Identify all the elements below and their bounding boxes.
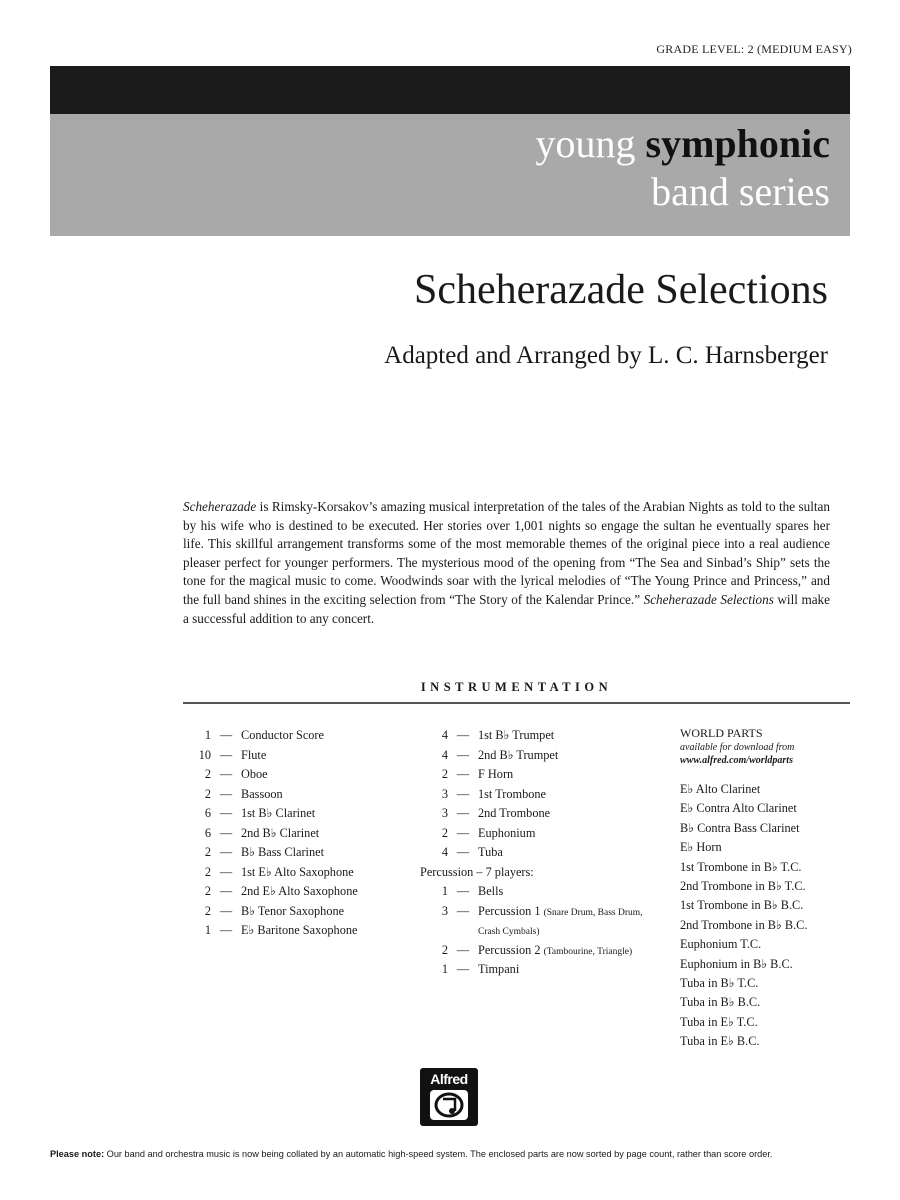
footer-note: [50, 1149, 850, 1159]
instrument-count: 2: [204, 903, 211, 918]
instrument-label: 2nd Trombone: [478, 806, 551, 820]
instrument-note: (Tambourine, Triangle): [543, 946, 633, 957]
instrument-label: F Horn: [478, 767, 514, 781]
world-parts-link[interactable]: www.alfred.com/worldparts: [680, 755, 793, 766]
instrument-label: Flute: [241, 747, 267, 762]
instrument-count: 6: [204, 806, 211, 820]
footer-label: Please note:: [50, 1149, 105, 1159]
instrument-row: [420, 804, 665, 824]
instrument-name: [241, 843, 413, 863]
instrument-dash: —: [219, 728, 233, 742]
description-text-1: is Rimsky-Korsakov’s amazing musical interpretation of the tales of the Arabian Nights as told to the sultan by his wife who is destined to be executed. Her stories over 1,001 nights so engage the sultan he eventually spares her life. This skillful arrangement transforms some of the most memorable themes of the original piece into a real audience pleaser perfect for younger performers. The mysterious mood of the opening from “The Sea and Sinbad’s Ship” sets the tone for the magical music to come. Woodwinds soar with the lyrical melodies of “The Young Prince and Princess,” and the full band shines in the exciting selection from “The Story of the Kalendar Prince.”: [183, 499, 830, 607]
instrument-dash: —: [456, 942, 470, 957]
grade-level: GRADE LEVEL: 2 (MEDIUM EASY): [656, 42, 852, 56]
instrument-label: 1st B♭ Clarinet: [241, 806, 316, 820]
piece-title: Scheherazade Selections: [414, 267, 828, 313]
instrument-count: 1: [441, 962, 448, 976]
instrument-label: Tuba: [478, 845, 503, 859]
instrument-label: Percussion 2: [478, 942, 541, 957]
instrument-label: Timpani: [478, 962, 520, 976]
alfred-logo-text: Alfred: [430, 1071, 468, 1087]
instrument-dash: —: [219, 767, 233, 781]
world-part-item: 1st Trombone in B♭ B.C.: [680, 898, 804, 913]
instrument-name: [241, 804, 413, 824]
description-text-2: will make a successful addition to any concert.: [183, 591, 831, 626]
alfred-logo: [420, 1068, 478, 1126]
instrument-name: [241, 746, 413, 766]
instrument-label: 2nd B♭ Clarinet: [241, 825, 320, 840]
instrument-label: 1st B♭ Trumpet: [478, 728, 555, 742]
instrument-count: 2: [441, 825, 448, 840]
instrument-dash: —: [219, 903, 233, 918]
instrument-dash: —: [456, 728, 470, 742]
instrument-row: [183, 785, 413, 805]
instrument-label: Percussion 1: [478, 903, 541, 918]
world-part-item: 2nd Trombone in B♭ T.C.: [680, 878, 806, 893]
instrument-label: Euphonium: [478, 825, 536, 840]
instrument-dash: —: [456, 825, 470, 840]
instrument-count: 2: [441, 767, 448, 781]
instrument-row: [183, 804, 413, 824]
instrument-dash: —: [219, 884, 233, 898]
world-part-item: E♭ Contra Alto Clarinet: [680, 801, 797, 816]
instrument-label: Bells: [478, 884, 504, 898]
instrument-dash: —: [456, 747, 470, 762]
instrument-label: 2nd E♭ Alto Saxophone: [241, 884, 358, 898]
instrument-dash: —: [456, 806, 470, 820]
footer-text: Our band and orchestra music is now being collated by an automatic high-speed system. The enclosed parts are now sorted by page count, rather than score order.: [104, 1149, 773, 1159]
instrument-name: [478, 921, 665, 941]
instrument-dash: —: [456, 903, 470, 918]
instrument-count: 10: [198, 747, 211, 762]
world-part-item: Tuba in B♭ B.C.: [680, 995, 761, 1010]
instrument-name: [478, 765, 665, 785]
instrument-dash: —: [456, 845, 470, 859]
instrument-label: B♭ Tenor Saxophone: [241, 903, 345, 918]
instrument-row: [420, 960, 665, 980]
instrument-name: [241, 785, 413, 805]
world-part-item: Euphonium T.C.: [680, 937, 762, 952]
percussion-label: Percussion – 7 players:: [420, 864, 534, 879]
instrument-row: [420, 941, 665, 961]
description-italic-mid: Scheherazade Selections: [643, 591, 774, 607]
header-black-band: [50, 66, 850, 114]
instrument-label: B♭ Bass Clarinet: [241, 845, 324, 859]
instrument-dash: —: [219, 825, 233, 840]
world-part-item: E♭ Horn: [680, 840, 722, 855]
instrument-count: 2: [441, 942, 448, 957]
instrument-dash: —: [219, 845, 233, 859]
world-parts-subheading: available for download from: [680, 742, 795, 753]
world-part-item: Tuba in B♭ T.C.: [680, 975, 759, 990]
instrument-row: [183, 843, 413, 863]
instrument-name: [478, 726, 665, 746]
instrument-column-1: [183, 726, 413, 941]
instrument-name: [478, 785, 665, 805]
instrument-dash: —: [456, 767, 470, 781]
instrument-count: 1: [204, 923, 211, 937]
instrument-name: [241, 863, 413, 883]
world-part-item: Tuba in E♭ T.C.: [680, 1014, 758, 1029]
instrumentation-divider: [183, 702, 850, 704]
alfred-music-logo-icon: [429, 1089, 469, 1121]
instrument-note: (Snare Drum, Bass Drum,: [543, 907, 643, 918]
instrument-label: Conductor Score: [241, 728, 324, 742]
instrument-count: 2: [204, 884, 211, 898]
instrument-name: [478, 843, 665, 863]
instrument-label: E♭ Baritone Saxophone: [241, 923, 358, 937]
percussion-label-row: [420, 863, 665, 883]
instrument-label: Oboe: [241, 767, 268, 781]
world-part-item: B♭ Contra Bass Clarinet: [680, 820, 800, 835]
instrumentation-heading: INSTRUMENTATION: [420, 680, 613, 694]
instrument-name: [241, 882, 413, 902]
instrument-count: 4: [441, 747, 448, 762]
instrument-name: [478, 941, 665, 961]
instrument-row: [420, 824, 665, 844]
instrument-count: 4: [441, 728, 448, 742]
instrument-note: Crash Cymbals): [478, 927, 540, 937]
instrument-row: [420, 843, 665, 863]
instrument-name: [241, 921, 413, 941]
series-title-line2: band series: [651, 169, 830, 214]
instrument-count: 2: [204, 864, 211, 879]
instrument-name: [241, 824, 413, 844]
instrument-row: [183, 921, 413, 941]
instrument-row: [183, 863, 413, 883]
world-part-item: Euphonium in B♭ B.C.: [680, 956, 793, 971]
instrument-count: 3: [441, 806, 448, 820]
instrument-dash: —: [456, 962, 470, 976]
instrument-name: [478, 746, 665, 766]
instrument-name: [478, 960, 665, 980]
instrument-name: [241, 902, 413, 922]
series-banner: [50, 114, 850, 236]
series-title-line1: [536, 120, 831, 168]
instrument-count: 1: [204, 728, 211, 742]
instrument-count: 2: [204, 845, 211, 859]
instrument-row: [420, 726, 665, 746]
description-italic-lead: Scheherazade: [183, 499, 257, 514]
instrument-dash: —: [219, 923, 233, 937]
instrument-dash: —: [219, 786, 233, 801]
instrument-name: [478, 824, 665, 844]
instrument-row: [420, 785, 665, 805]
instrument-row: [420, 746, 665, 766]
world-parts-column: [680, 726, 850, 1051]
instrument-dash: —: [456, 884, 470, 898]
world-part-item: 2nd Trombone in B♭ B.C.: [680, 917, 808, 932]
instrument-dash: [448, 921, 478, 941]
description-paragraph: [183, 498, 830, 628]
instrument-count: 2: [204, 767, 211, 781]
instrument-column-2: [420, 726, 665, 980]
instrument-name: [478, 902, 665, 922]
instrument-count: 4: [441, 845, 448, 859]
instrument-dash: —: [219, 806, 233, 820]
instrument-row: [420, 765, 665, 785]
world-part-item: E♭ Alto Clarinet: [680, 782, 761, 796]
instrument-row: [420, 921, 665, 941]
world-part-item: Tuba in E♭ B.C.: [680, 1034, 760, 1049]
series-young: young: [535, 121, 636, 166]
arranger-credit: Adapted and Arranged by L. C. Harnsberger: [384, 342, 828, 369]
series-symphonic: symphonic: [645, 121, 830, 166]
world-parts-heading: WORLD PARTS: [680, 726, 763, 740]
instrument-dash: —: [456, 786, 470, 801]
instrument-count: [420, 921, 448, 941]
instrument-row: [183, 902, 413, 922]
instrument-count: 6: [204, 825, 211, 840]
instrument-name: [241, 765, 413, 785]
instrument-row: [183, 824, 413, 844]
instrument-row: [183, 726, 413, 746]
instrument-name: [478, 804, 665, 824]
instrument-name: [241, 726, 413, 746]
instrument-label: 2nd B♭ Trumpet: [478, 747, 559, 762]
instrument-row: [420, 902, 665, 922]
instrument-dash: —: [219, 747, 233, 762]
instrument-name: [478, 882, 665, 902]
instrument-row: [183, 882, 413, 902]
instrument-count: 3: [441, 903, 448, 918]
instrument-dash: —: [219, 864, 233, 879]
instrument-count: 1: [441, 884, 448, 898]
instrument-row: [420, 882, 665, 902]
instrument-count: 3: [441, 786, 448, 801]
instrument-count: 2: [204, 786, 211, 801]
world-part-item: 1st Trombone in B♭ T.C.: [680, 859, 802, 874]
instrument-row: [183, 765, 413, 785]
instrument-label: 1st E♭ Alto Saxophone: [241, 864, 354, 879]
instrument-row: [183, 746, 413, 766]
instrument-label: 1st Trombone: [478, 786, 546, 801]
instrument-label: Bassoon: [241, 786, 283, 801]
